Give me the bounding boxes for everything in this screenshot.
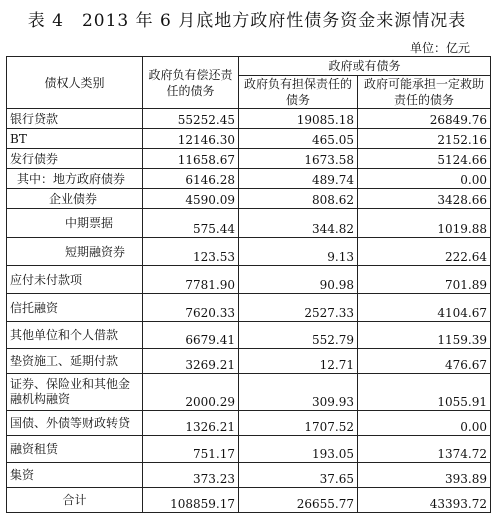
header-category: 债权人类别 (7, 57, 143, 109)
row-label: 其他单位和个人借款 (7, 322, 143, 349)
cell-guarantee: 344.82 (239, 209, 358, 238)
cell-guarantee: 1707.52 (239, 411, 358, 436)
row-label: 其中：地方政府债券 (7, 169, 143, 189)
cell-guarantee: 808.62 (239, 189, 358, 209)
cell-direct: 1326.21 (143, 411, 239, 436)
cell-rescue: 476.67 (358, 349, 491, 374)
cell-guarantee: 26655.77 (239, 488, 358, 513)
row-label: 国债、外债等财政转贷 (7, 411, 143, 436)
cell-rescue: 3428.66 (358, 189, 491, 209)
cell-rescue: 5124.66 (358, 149, 491, 169)
cell-rescue: 701.89 (358, 266, 491, 294)
cell-guarantee: 552.79 (239, 322, 358, 349)
cell-direct: 4590.09 (143, 189, 239, 209)
cell-direct: 7620.33 (143, 294, 239, 322)
cell-direct: 751.17 (143, 436, 239, 463)
table-row (7, 189, 491, 209)
cell-rescue: 0.00 (358, 411, 491, 436)
cell-direct: 11658.67 (143, 149, 239, 169)
cell-guarantee: 19085.18 (239, 109, 358, 129)
row-label: 企业债券 (7, 189, 143, 209)
cell-guarantee: 1673.58 (239, 149, 358, 169)
header-contingent-debt: 政府或有债务 (239, 57, 491, 76)
cell-guarantee: 37.65 (239, 463, 358, 488)
table-title: 表 4 2013 年 6 月底地方政府性债务资金来源情况表 (27, 11, 467, 31)
cell-rescue: 0.00 (358, 169, 491, 189)
debt-source-table (6, 56, 491, 513)
row-label: 合计 (7, 488, 143, 513)
cell-direct: 7781.90 (143, 266, 239, 294)
cell-guarantee: 465.05 (239, 129, 358, 149)
cell-direct: 55252.45 (143, 109, 239, 129)
table-row (7, 169, 491, 189)
header-rescue-debt: 政府可能承担一定救助责任的债务 (358, 76, 491, 109)
cell-direct: 108859.17 (143, 488, 239, 513)
table-row-total (7, 488, 491, 513)
table-row (7, 149, 491, 169)
row-label: 融资租赁 (7, 436, 143, 463)
table-row (7, 374, 491, 411)
cell-direct: 575.44 (143, 209, 239, 238)
row-label: 集资 (7, 463, 143, 488)
table-row (7, 411, 491, 436)
cell-direct: 2000.29 (143, 374, 239, 411)
unit-label: 单位：亿元 (409, 41, 470, 55)
cell-rescue: 1374.72 (358, 436, 491, 463)
cell-direct: 6679.41 (143, 322, 239, 349)
cell-rescue: 2152.16 (358, 129, 491, 149)
row-label: 信托融资 (7, 294, 143, 322)
header-guarantee-debt: 政府负有担保责任的债务 (239, 76, 358, 109)
table-row (7, 463, 491, 488)
cell-rescue: 26849.76 (358, 109, 491, 129)
table-row (7, 294, 491, 322)
cell-guarantee: 9.13 (239, 238, 358, 266)
row-label: 中期票据 (7, 209, 143, 238)
cell-rescue: 1055.91 (358, 374, 491, 411)
cell-guarantee: 489.74 (239, 169, 358, 189)
cell-rescue: 393.89 (358, 463, 491, 488)
table-row (7, 266, 491, 294)
cell-guarantee: 2527.33 (239, 294, 358, 322)
table-row (7, 322, 491, 349)
table-row (7, 109, 491, 129)
cell-rescue: 1159.39 (358, 322, 491, 349)
cell-rescue: 43393.72 (358, 488, 491, 513)
row-label: 短期融资券 (7, 238, 143, 266)
row-label: BT (7, 129, 143, 149)
table-row (7, 129, 491, 149)
cell-direct: 373.23 (143, 463, 239, 488)
cell-rescue: 1019.88 (358, 209, 491, 238)
cell-guarantee: 193.05 (239, 436, 358, 463)
row-label: 应付未付款项 (7, 266, 143, 294)
cell-guarantee: 90.98 (239, 266, 358, 294)
cell-guarantee: 12.71 (239, 349, 358, 374)
row-label: 发行债券 (7, 149, 143, 169)
table-row (7, 349, 491, 374)
cell-guarantee: 309.93 (239, 374, 358, 411)
cell-rescue: 222.64 (358, 238, 491, 266)
row-label: 证券、保险业和其他金融机构融资 (7, 374, 143, 411)
row-label: 垫资施工、延期付款 (7, 349, 143, 374)
cell-direct: 3269.21 (143, 349, 239, 374)
cell-rescue: 4104.67 (358, 294, 491, 322)
cell-direct: 6146.28 (143, 169, 239, 189)
table-row (7, 238, 491, 266)
header-direct-debt: 政府负有偿还责任的债务 (143, 57, 239, 109)
cell-direct: 123.53 (143, 238, 239, 266)
table-row (7, 436, 491, 463)
row-label: 银行贷款 (7, 109, 143, 129)
table-row (7, 209, 491, 238)
cell-direct: 12146.30 (143, 129, 239, 149)
